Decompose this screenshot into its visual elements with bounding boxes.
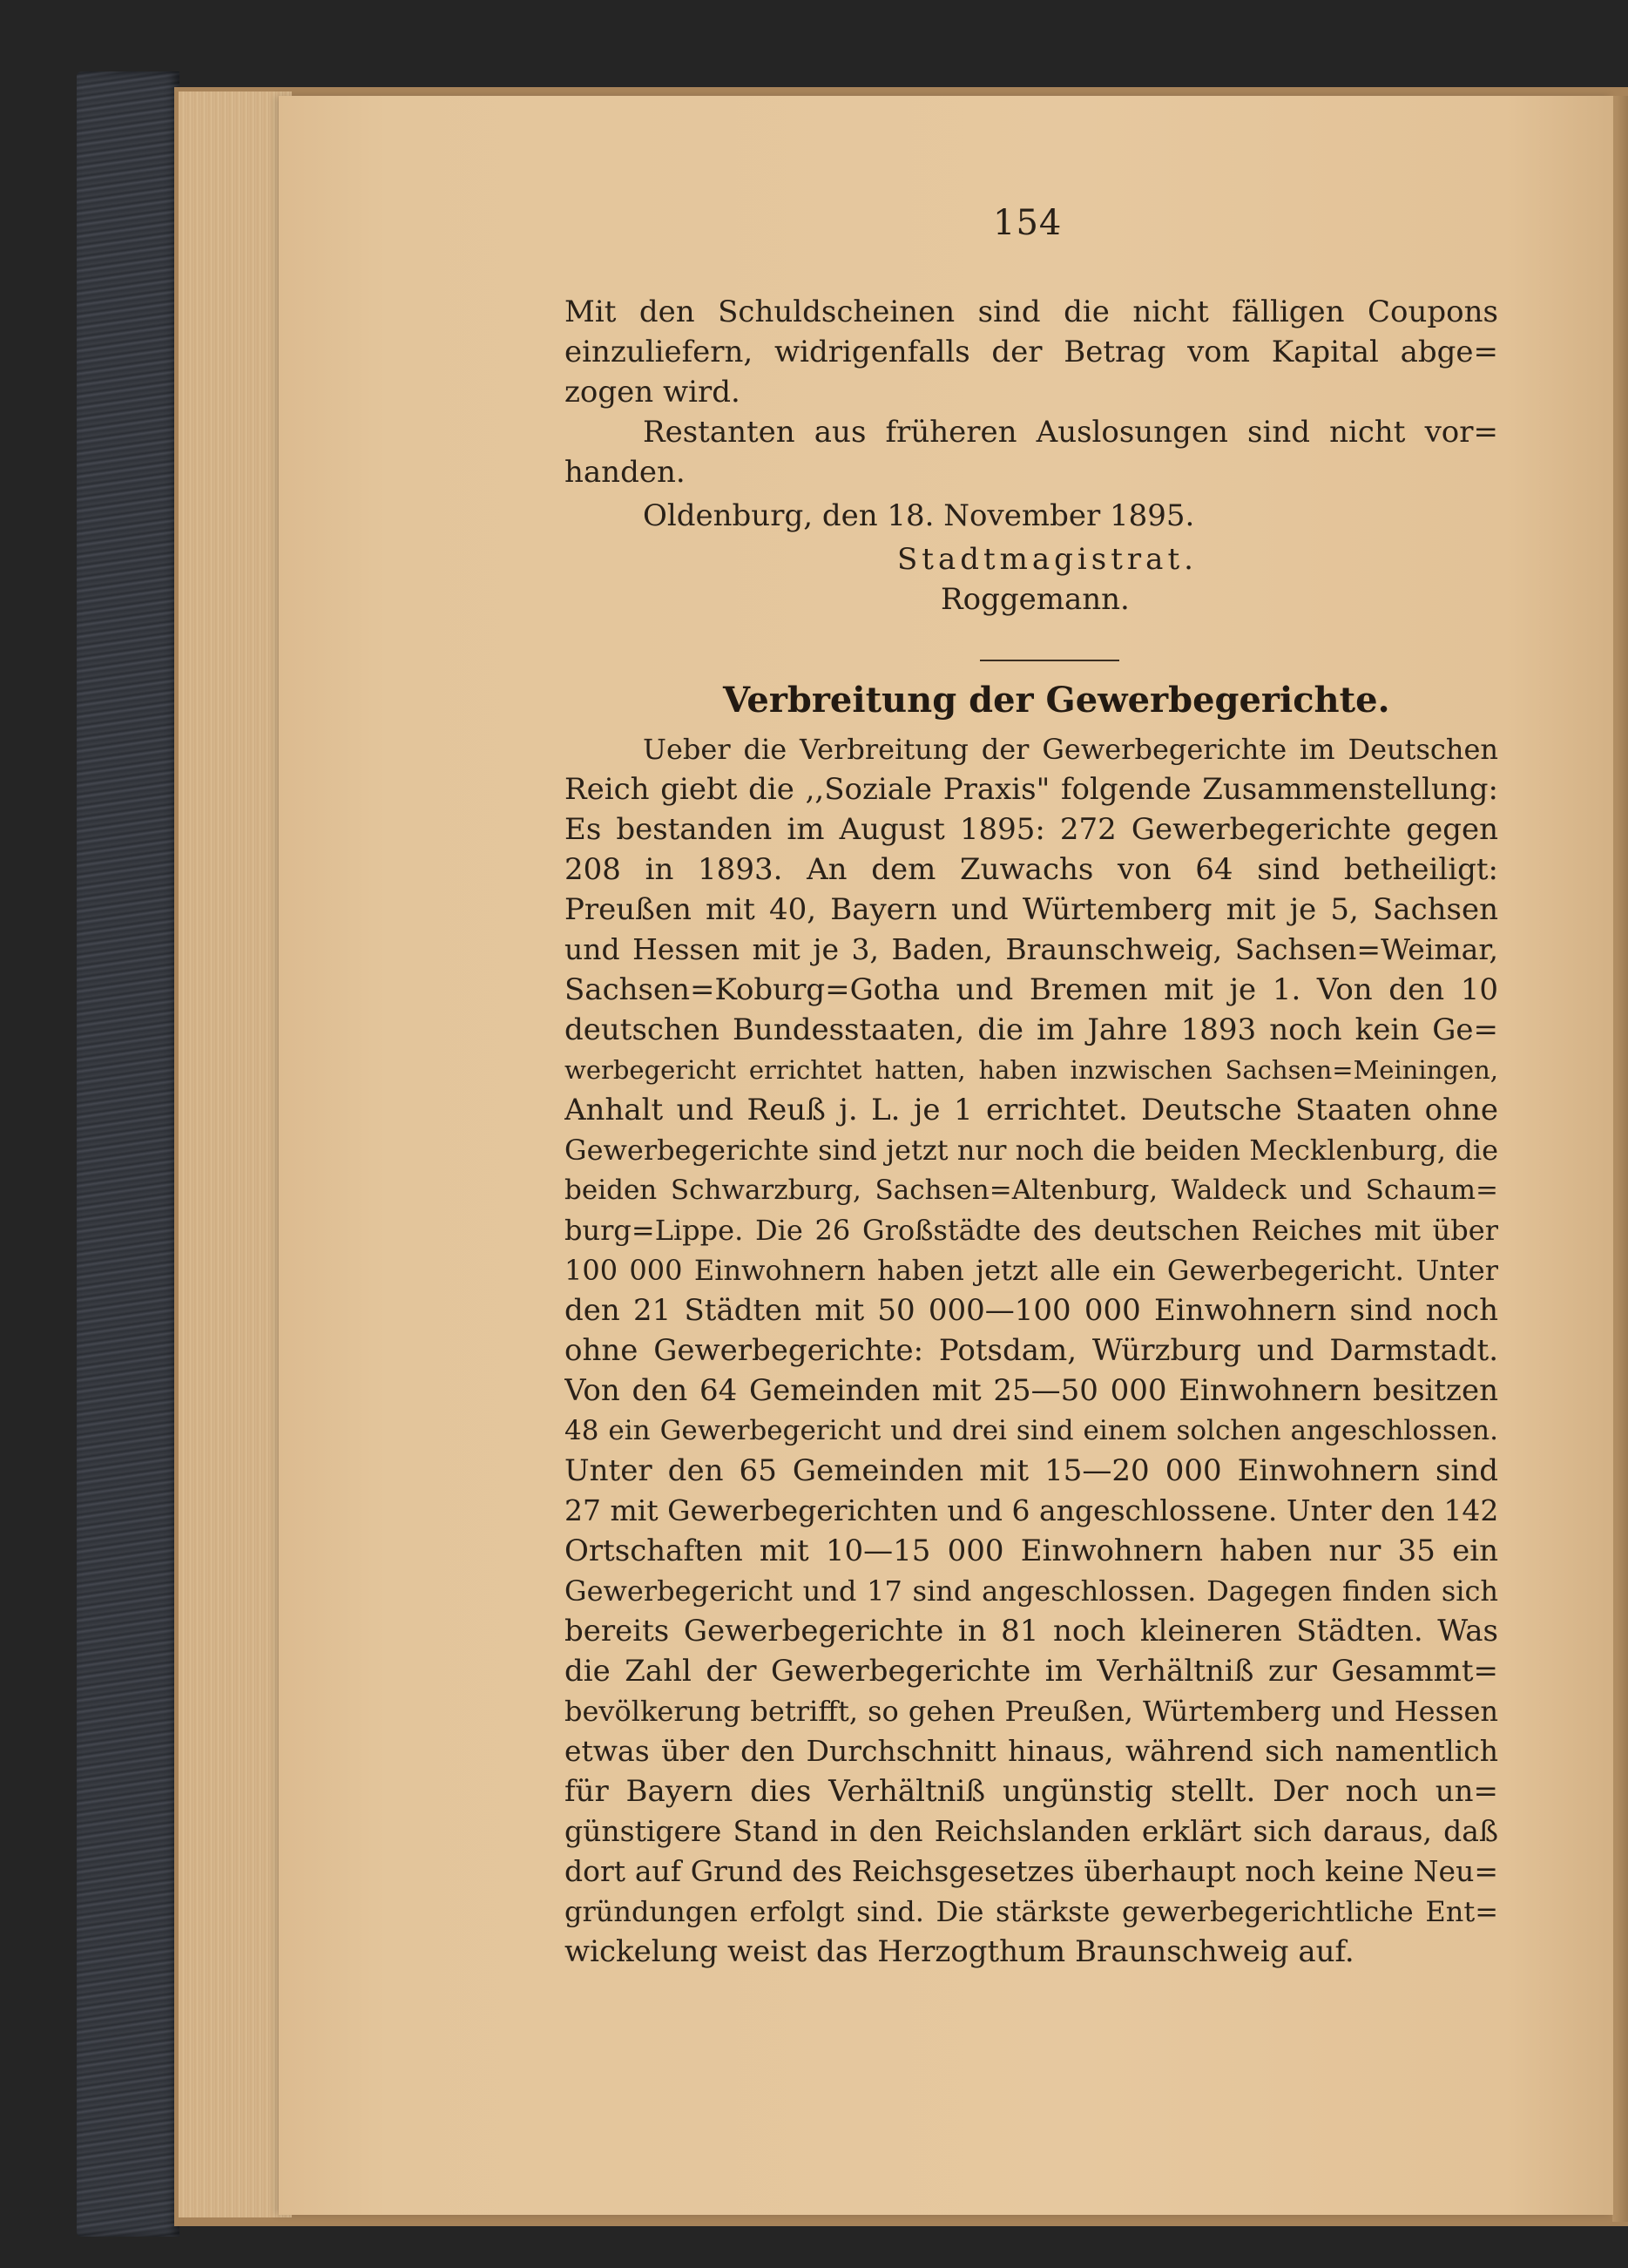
- body-line: Ortschaften mit 10—15 000 Einwohnern haben nur 35 ein: [564, 1533, 1498, 1568]
- body-line: Gewerbegerichte sind jetzt nur noch die beiden Mecklenburg, die: [564, 1134, 1498, 1167]
- article-heading: Verbreitung der Gewerbegerichte.: [723, 680, 1390, 721]
- signature: Roggemann.: [941, 582, 1130, 617]
- dateline: Oldenburg, den 18. November 1895.: [643, 498, 1195, 533]
- body-line: Preußen mit 40, Bayern und Würtemberg mit je 5, Sachsen: [564, 892, 1498, 927]
- body-line: 27 mit Gewerbegerichten und 6 angeschlossene. Unter den 142: [564, 1493, 1498, 1527]
- body-line: etwas über den Durchschnitt hinaus, während sich namentlich: [564, 1734, 1498, 1768]
- body-line: gründungen erfolgt sind. Die stärkste gewerbegerichtliche Ent=: [564, 1895, 1498, 1928]
- body-line: und Hessen mit je 3, Baden, Braunschweig, Sachsen=Weimar,: [564, 932, 1498, 966]
- body-line: 48 ein Gewerbegericht und drei sind einem solchen angeschlossen.: [564, 1415, 1498, 1446]
- right-page-edge: [1612, 96, 1628, 2222]
- body-line: 208 in 1893. An dem Zuwachs von 64 sind betheiligt:: [564, 852, 1498, 887]
- body-line: Ueber die Verbreitung der Gewerbegerichte im Deutschen: [643, 733, 1498, 766]
- page-number: 154: [993, 203, 1063, 243]
- body-line: günstigere Stand in den Reichslanden erklärt sich daraus, daß: [564, 1814, 1498, 1848]
- body-line: für Bayern dies Verhältniß ungünstig stellt. Der noch un=: [564, 1774, 1498, 1809]
- intro-line-1: Mit den Schuldscheinen sind die nicht fälligen Coupons: [564, 295, 1498, 329]
- body-line: ohne Gewerbegerichte: Potsdam, Würzburg und Darmstadt.: [564, 1333, 1498, 1368]
- section-separator: [980, 660, 1119, 661]
- page-edges: [179, 91, 292, 2217]
- authority: Stadtmagistrat.: [897, 542, 1198, 577]
- body-line: dort auf Grund des Reichsgesetzes überhaupt noch keine Neu=: [564, 1854, 1498, 1888]
- body-line: burg=Lippe. Die 26 Großstädte des deutschen Reiches mit über: [564, 1214, 1498, 1247]
- body-line: Unter den 65 Gemeinden mit 15—20 000 Einwohnern sind: [564, 1453, 1498, 1488]
- body-line: Reich giebt die ,,Soziale Praxis" folgende Zusammenstellung:: [564, 772, 1498, 807]
- body-line: Sachsen=Koburg=Gotha und Bremen mit je 1. Von den 10: [564, 972, 1498, 1007]
- body-line: die Zahl der Gewerbegerichte im Verhältniß zur Gesammt=: [564, 1654, 1498, 1689]
- body-line: Gewerbegericht und 17 sind angeschlossen. Dagegen finden sich: [564, 1574, 1498, 1608]
- body-line: Von den 64 Gemeinden mit 25—50 000 Einwohnern besitzen: [564, 1373, 1498, 1408]
- body-line: werbegericht errichtet hatten, haben inzwischen Sachsen=Meiningen,: [564, 1055, 1498, 1085]
- body-line: beiden Schwarzburg, Sachsen=Altenburg, Waldeck und Schaum=: [564, 1175, 1498, 1206]
- intro-line-2: einzuliefern, widrigenfalls der Betrag vom Kapital abge=: [564, 335, 1498, 369]
- intro-line-5: handen.: [564, 455, 686, 490]
- book-binding: [77, 71, 179, 2237]
- body-line: bereits Gewerbegerichte in 81 noch kleineren Städten. Was: [564, 1614, 1498, 1649]
- body-line: deutschen Bundesstaaten, die im Jahre 1893 noch kein Ge=: [564, 1012, 1498, 1047]
- intro-line-4: Restanten aus früheren Auslosungen sind nicht vor=: [643, 415, 1498, 450]
- body-line: Es bestanden im August 1895: 272 Gewerbegerichte gegen: [564, 812, 1498, 847]
- body-line: bevölkerung betrifft, so gehen Preußen, Würtemberg und Hessen: [564, 1695, 1498, 1728]
- intro-line-3: zogen wird.: [564, 375, 740, 410]
- body-line: wickelung weist das Herzogthum Braunschweig auf.: [564, 1934, 1354, 1969]
- body-line: den 21 Städten mit 50 000—100 000 Einwohnern sind noch: [564, 1293, 1498, 1328]
- body-line: Anhalt und Reuß j. L. je 1 errichtet. Deutsche Staaten ohne: [564, 1093, 1498, 1127]
- body-line: 100 000 Einwohnern haben jetzt alle ein Gewerbegericht. Unter: [564, 1254, 1498, 1287]
